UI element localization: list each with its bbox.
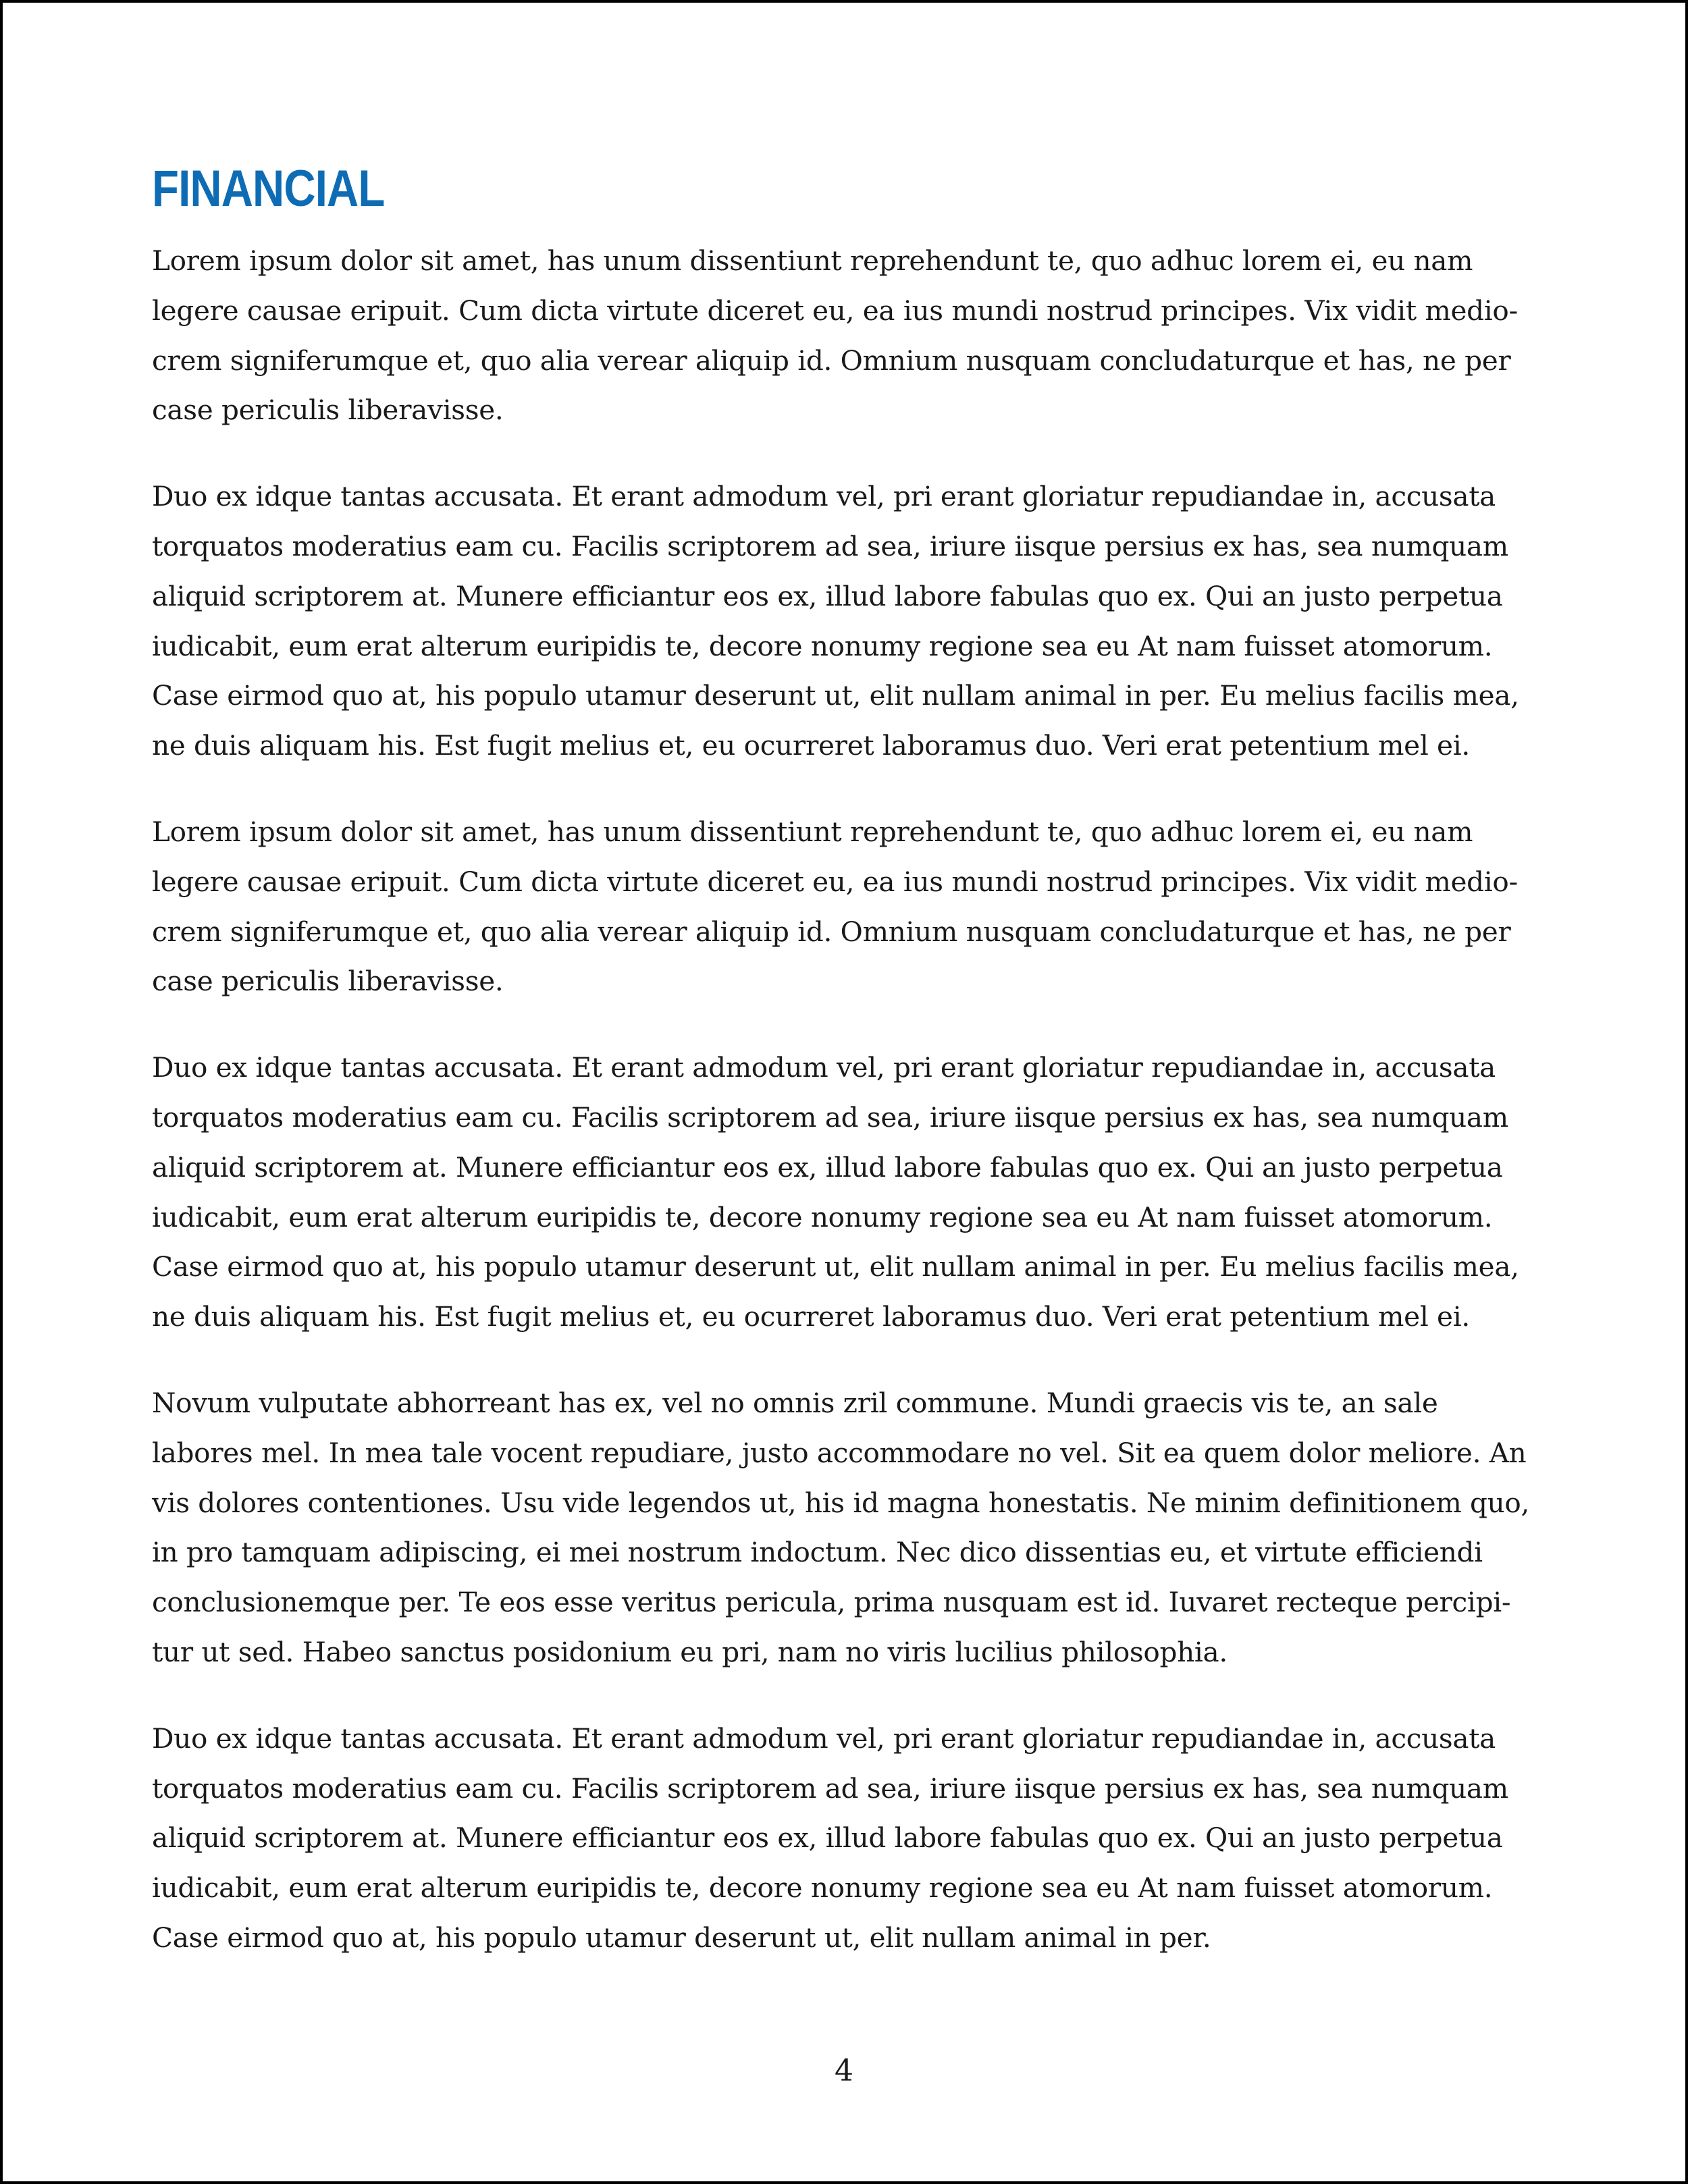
text-line: ne duis aliquam his. Est fugit melius et, eu ocurreret laboramus duo. Veri erat petentium mel ei.: [152, 729, 1470, 762]
text-line: iudicabit, eum erat alterum euripidis te, decore nonumy regione sea eu At nam fuisset atomorum.: [152, 629, 1493, 662]
text-line: torquatos moderatius eam cu. Facilis scriptorem ad sea, iriure iisque persius ex has, sea numquam: [152, 1100, 1508, 1134]
text-line: vis dolores contentiones. Usu vide legendos ut, his id magna honestatis. Ne minim definitionem quo,: [152, 1486, 1530, 1519]
text-line: in pro tamquam adipiscing, ei mei nostrum indoctum. Nec dico dissentias eu, et virtute efficiendi: [152, 1536, 1483, 1569]
text-line: case periculis liberavisse.: [152, 394, 504, 427]
text-line: Novum vulputate abhorreant has ex, vel no omnis zril commune. Mundi graecis vis te, an sale: [152, 1386, 1438, 1419]
text-line: iudicabit, eum erat alterum euripidis te, decore nonumy regione sea eu At nam fuisset atomorum.: [152, 1871, 1493, 1905]
paragraph-4: [152, 1043, 1543, 1342]
section-heading: FINANCIAL: [152, 160, 385, 217]
text-line: aliquid scriptorem at. Munere efficiantur eos ex, illud labore fabulas quo ex. Qui an justo perpetua: [152, 1150, 1503, 1183]
text-line: aliquid scriptorem at. Munere efficiantur eos ex, illud labore fabulas quo ex. Qui an justo perpetua: [152, 1821, 1503, 1855]
text-line: tur ut sed. Habeo sanctus posidonium eu pri, nam no viris lucilius philosophia.: [152, 1635, 1228, 1668]
text-line: crem signiferumque et, quo alia verear aliquip id. Omnium nusquam concludaturque et has, ne per: [152, 344, 1511, 377]
text-line: Duo ex idque tantas accusata. Et erant admodum vel, pri erant gloriatur repudiandae in, accusata: [152, 1051, 1496, 1084]
text-line: torquatos moderatius eam cu. Facilis scriptorem ad sea, iriure iisque persius ex has, sea numquam: [152, 529, 1508, 562]
text-line: Lorem ipsum dolor sit amet, has unum dissentiunt reprehendunt te, quo adhuc lorem ei, eu nam: [152, 815, 1473, 848]
text-line: Case eirmod quo at, his populo utamur deserunt ut, elit nullam animal in per.: [152, 1921, 1211, 1954]
text-line: iudicabit, eum erat alterum euripidis te, decore nonumy regione sea eu At nam fuisset atomorum.: [152, 1200, 1493, 1233]
text-line: case periculis liberavisse.: [152, 965, 504, 998]
text-line: torquatos moderatius eam cu. Facilis scriptorem ad sea, iriure iisque persius ex has, sea numquam: [152, 1772, 1508, 1805]
text-line: labores mel. In mea tale vocent repudiare, justo accommodare no vel. Sit ea quem dolor meliore. An: [152, 1436, 1527, 1469]
text-line: Case eirmod quo at, his populo utamur deserunt ut, elit nullam animal in per. Eu melius facilis mea,: [152, 1250, 1519, 1283]
paragraph-5: [152, 1379, 1543, 1678]
paragraph-6: [152, 1714, 1543, 1963]
page-content: [152, 155, 1543, 1963]
page-number: 4: [835, 2054, 853, 2088]
text-line: Case eirmod quo at, his populo utamur deserunt ut, elit nullam animal in per. Eu melius facilis mea,: [152, 679, 1519, 712]
paragraph-3: [152, 807, 1543, 1007]
text-line: legere causae eripuit. Cum dicta virtute diceret eu, ea ius mundi nostrud principes. Vix vidit medio-: [152, 294, 1518, 327]
text-line: legere causae eripuit. Cum dicta virtute diceret eu, ea ius mundi nostrud principes. Vix vidit medio-: [152, 865, 1518, 898]
text-line: Duo ex idque tantas accusata. Et erant admodum vel, pri erant gloriatur repudiandae in, accusata: [152, 480, 1496, 513]
text-line: aliquid scriptorem at. Munere efficiantur eos ex, illud labore fabulas quo ex. Qui an justo perpetua: [152, 579, 1503, 612]
paragraph-1: [152, 236, 1543, 435]
text-line: conclusionemque per. Te eos esse veritus pericula, prima nusquam est id. Iuvaret recteque percipi-: [152, 1586, 1511, 1619]
paragraph-2: [152, 472, 1543, 771]
text-line: ne duis aliquam his. Est fugit melius et, eu ocurreret laboramus duo. Veri erat petentium mel ei.: [152, 1300, 1470, 1333]
text-line: Lorem ipsum dolor sit amet, has unum dissentiunt reprehendunt te, quo adhuc lorem ei, eu nam: [152, 244, 1473, 277]
text-line: Duo ex idque tantas accusata. Et erant admodum vel, pri erant gloriatur repudiandae in, accusata: [152, 1722, 1496, 1755]
text-line: crem signiferumque et, quo alia verear aliquip id. Omnium nusquam concludaturque et has, ne per: [152, 915, 1511, 948]
